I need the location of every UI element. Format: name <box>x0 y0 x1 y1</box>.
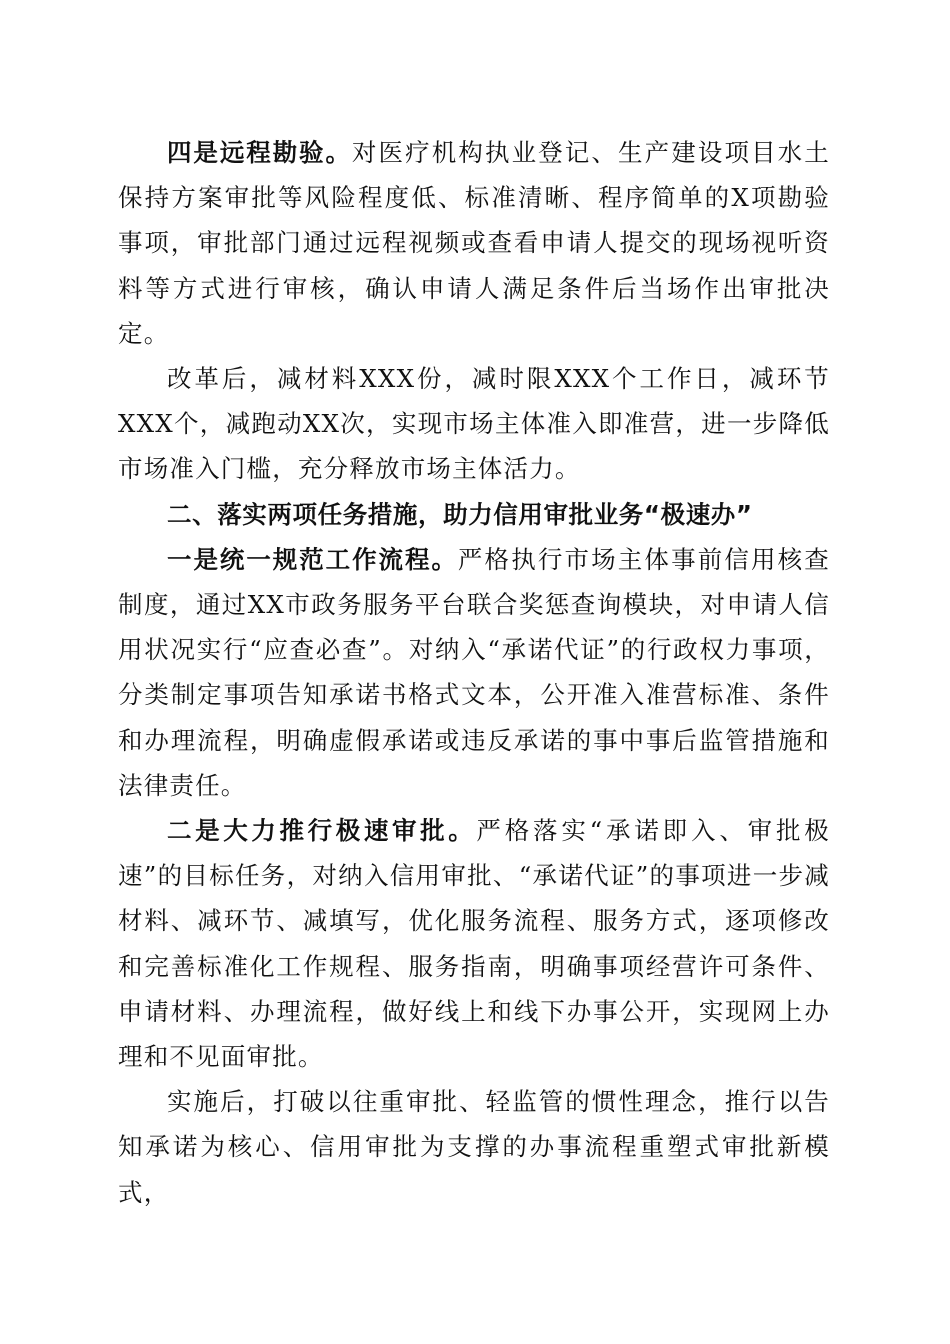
paragraph-standardize-workflow <box>118 537 830 808</box>
paragraph-text: 对医疗机构执业登记、生产建设项目水土保持方案审批等风险程度低、标准清晰、程序简单的X项勘验事项，审批部门通过远程视频或查看申请人提交的现场视听资料等方式进行审核，确认申请人满足条件后当场作出审批决定。 <box>118 138 830 348</box>
paragraph-text: 实施后，打破以往重审批、轻监管的惯性理念，推行以告知承诺为核心、信用审批为支撑的办事流程重塑式审批新模式， <box>118 1087 830 1207</box>
paragraph-text: 严格落实“承诺即入、审批极速”的目标任务，对纳入信用审批、“承诺代证”的事项进一步减材料、减环节、减填写，优化服务流程、服务方式，逐项修改和完善标准化工作规程、服务指南，明确事项经营许可条件、申请材料、办理流程，做好线上和线下办事公开，实现网上办理和不见面审批。 <box>118 816 830 1072</box>
paragraph-text: 改革后，减材料XXX份，减时限XXX个工作日，减环节XXX个，减跑动XX次，实现市场主体准入即准营，进一步降低市场准入门槛，充分释放市场主体活力。 <box>118 364 830 484</box>
paragraph-lead: 一是统一规范工作流程。 <box>167 544 458 574</box>
section-heading: 二、落实两项任务措施，助力信用审批业务“极速办” <box>167 499 753 529</box>
paragraph-reform-results <box>118 356 830 492</box>
paragraph-lead: 二是大力推行极速审批。 <box>167 816 477 846</box>
paragraph-implementation <box>118 1079 830 1215</box>
paragraph-rapid-approval <box>118 808 830 1079</box>
paragraph-text: 严格执行市场主体事前信用核查制度，通过XX市政务服务平台联合奖惩查询模块，对申请人信用状况实行“应查必查”。对纳入“承诺代证”的行政权力事项，分类制定事项告知承诺书格式文本，公开准入准营标准、条件和办理流程，明确虚假承诺或违反承诺的事中事后监管措施和法律责任。 <box>118 544 830 800</box>
paragraph-remote-inspection <box>118 130 830 356</box>
paragraph-lead: 四是远程勘验。 <box>167 138 352 167</box>
